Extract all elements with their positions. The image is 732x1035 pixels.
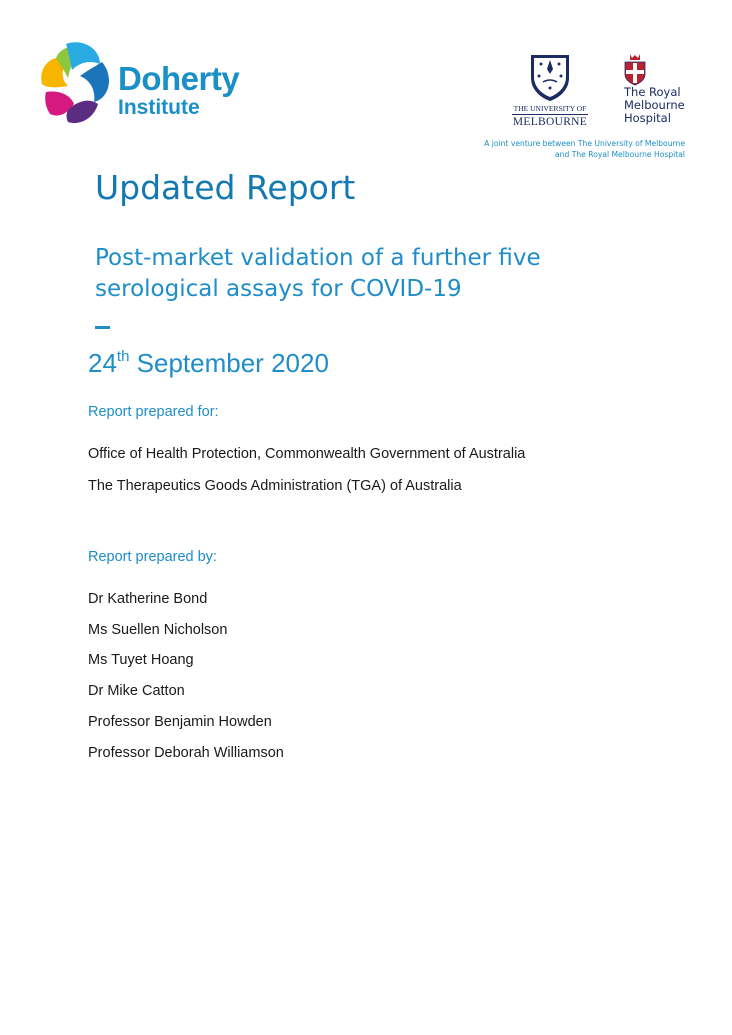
date-ordinal-suffix: th (116, 348, 130, 365)
date-day: 24 (88, 348, 117, 378)
document-subtitle: Post-market validation of a further five serological assays for COVID-19 (95, 245, 541, 302)
rmh-logo-line3: Hospital (624, 111, 671, 125)
university-of-melbourne-logo (512, 52, 588, 132)
author-name: Dr Katherine Bond (88, 591, 208, 607)
doherty-logo-mark-icon (38, 40, 112, 126)
prepared-for-label: Report prepared for: (88, 404, 219, 420)
uom-crest-icon (527, 52, 573, 102)
author-name: Ms Suellen Nicholson (88, 622, 228, 638)
joint-venture-line1: A joint venture between The University of Melbourne (484, 139, 685, 148)
rmh-logo-line1: The Royal (624, 85, 681, 99)
author-name: Professor Deborah Williamson (88, 745, 284, 761)
document-title: Updated Report (95, 168, 356, 207)
doherty-institute-logo (38, 40, 258, 130)
prepared-by-label: Report prepared by: (88, 549, 217, 565)
rmh-crest-icon (622, 52, 648, 86)
prepared-for-list (88, 446, 648, 506)
prepared-by-list (88, 591, 488, 791)
date-month-year: September 2020 (129, 348, 329, 378)
doherty-logo-name: Doherty (118, 60, 240, 97)
prepared-for-item: Office of Health Protection, Commonwealth Government of Australia (88, 446, 526, 462)
joint-venture-note (440, 138, 685, 160)
author-name: Ms Tuyet Hoang (88, 652, 194, 668)
doherty-logo-subname: Institute (118, 96, 200, 119)
uom-logo-line1: THE UNIVERSITY OF (513, 104, 587, 113)
subtitle-divider (95, 326, 110, 329)
joint-venture-line2: and The Royal Melbourne Hospital (555, 150, 685, 159)
rmh-logo-line2: Melbourne (624, 98, 685, 112)
author-name: Dr Mike Catton (88, 683, 185, 699)
report-date (88, 348, 329, 379)
author-name: Professor Benjamin Howden (88, 714, 272, 730)
prepared-for-item: The Therapeutics Goods Administration (TGA) of Australia (88, 478, 462, 494)
royal-melbourne-hospital-logo (618, 52, 698, 132)
uom-logo-line2: MELBOURNE (512, 116, 588, 128)
